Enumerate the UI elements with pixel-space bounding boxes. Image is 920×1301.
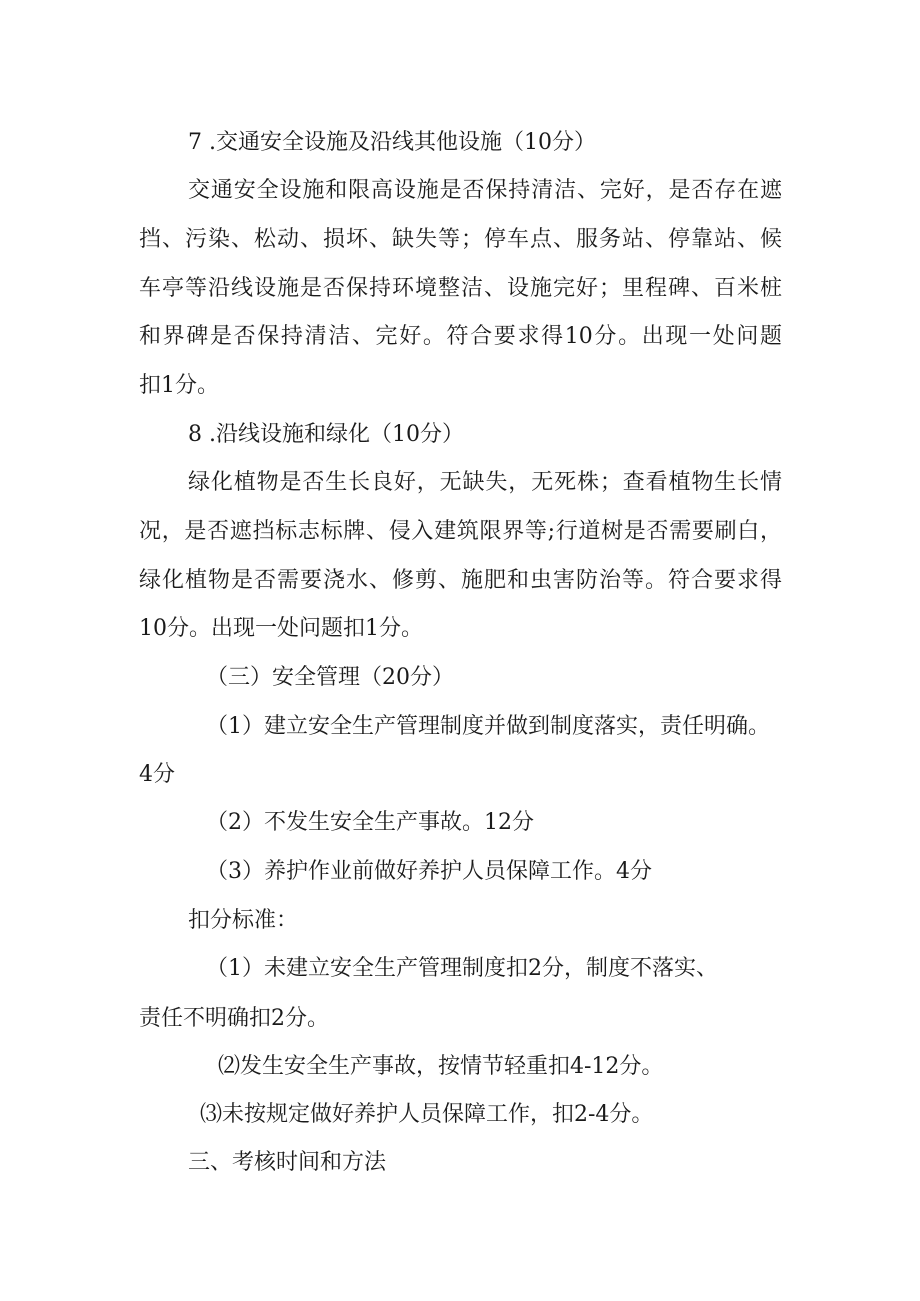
item8-text-line: 绿化植物是否需要浇水、修剪、施肥和虫害防治等。符合要求得 xyxy=(139,568,782,593)
item7-heading: 7 .交通安全设施及沿线其他设施（10分） xyxy=(188,130,596,155)
item8-heading: 8 .沿线设施和绿化（10分） xyxy=(188,422,464,447)
safety-requirement-3: （3）养护作业前做好养护人员保障工作。4分 xyxy=(206,859,652,884)
section-3-heading: 三、考核时间和方法 xyxy=(188,1150,387,1175)
item7-text-line: 车亭等沿线设施是否保持环境整洁、设施完好；里程碑、百米桩 xyxy=(139,276,782,301)
deduction-heading: 扣分标准： xyxy=(188,908,299,933)
deduction-item-1-continued: 责任不明确扣2分。 xyxy=(139,1006,329,1031)
safety-requirement-1: （1）建立安全生产管理制度并做到制度落实，责任明确。 xyxy=(206,714,770,739)
deduction-item-1: （1）未建立安全生产管理制度扣2分，制度不落实、 xyxy=(206,956,718,981)
deduction-item-2: ⑵发生安全生产事故，按情节轻重扣4-12分。 xyxy=(218,1054,664,1079)
item8-text-line: 绿化植物是否生长良好，无缺失，无死株；查看植物生长情 xyxy=(188,470,782,495)
safety-requirement-2: （2）不发生安全生产事故。12分 xyxy=(206,810,534,835)
item7-text-line: 和界碑是否保持清洁、完好。符合要求得10分。出现一处问题 xyxy=(139,324,782,349)
item7-text-line: 交通安全设施和限高设施是否保持清洁、完好，是否存在遮 xyxy=(188,178,782,203)
item8-text-line: 10分。出现一处问题扣1分。 xyxy=(139,616,423,641)
item7-text-line: 挡、污染、松动、损坏、缺失等；停车点、服务站、停靠站、候 xyxy=(139,227,782,252)
deduction-item-3: ⑶未按规定做好养护人员保障工作，扣2-4分。 xyxy=(200,1102,654,1127)
item8-text-line: 况，是否遮挡标志标牌、侵入建筑限界等;行道树是否需要刷白， xyxy=(139,519,782,544)
item7-text-line: 扣1分。 xyxy=(139,373,219,398)
safety-heading: （三）安全管理（20分） xyxy=(206,665,454,690)
safety-requirement-1-points: 4分 xyxy=(139,762,175,787)
